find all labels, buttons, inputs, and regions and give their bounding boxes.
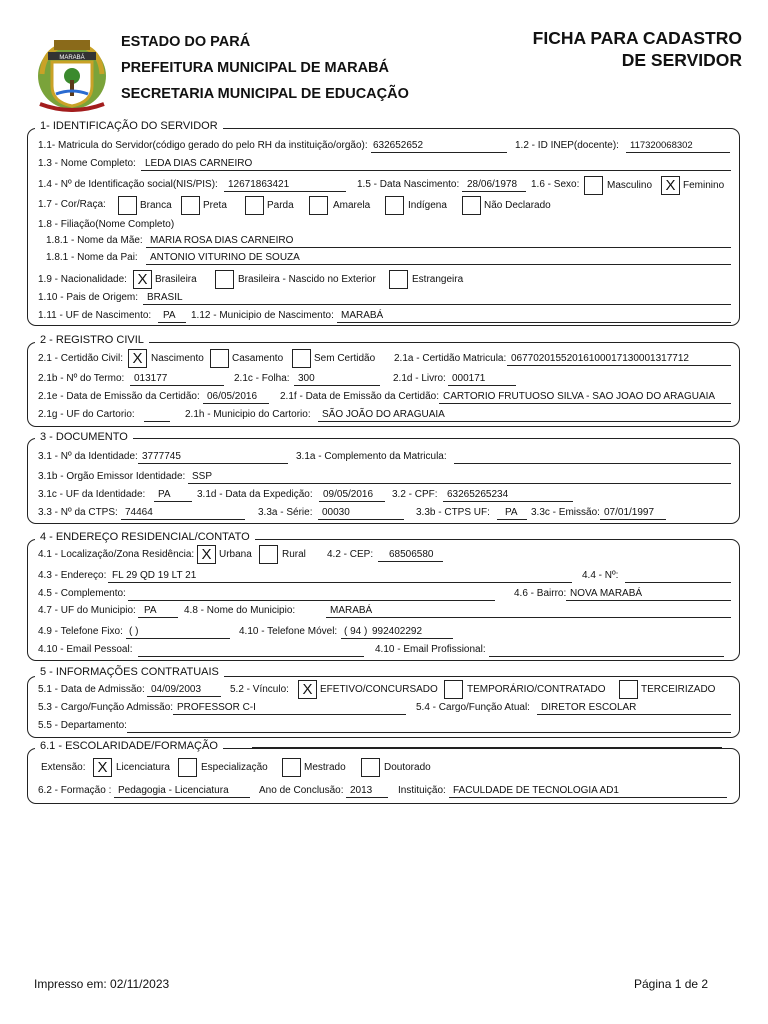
label-uf-identidade: 3.1c - UF da Identidade: [38,489,146,500]
value-data-admissao: 04/09/2003 [151,684,202,695]
option-mestrado: Mestrado [304,762,346,773]
label-cor-raca: 1.7 - Cor/Raça: [38,199,106,210]
label-orgao-emissor: 3.1b - Orgão Emissor Identidade: [38,471,186,482]
value-folha: 300 [298,373,315,384]
option-indigena: Indígena [408,200,447,211]
value-inep: 117320068302 [630,140,693,151]
option-doutorado: Doutorado [384,762,431,773]
value-nis: 12671863421 [228,179,290,190]
value-uf-nascimento: PA [163,310,176,321]
header-prefeitura: PREFEITURA MUNICIPAL DE MARABÁ [121,60,389,76]
value-orgao-emissor: SSP [192,471,213,482]
option-estrangeira: Estrangeira [412,274,464,285]
checkbox-preta[interactable] [181,196,200,215]
checkbox-parda[interactable] [245,196,264,215]
checkbox-nascimento[interactable]: X [128,349,147,368]
value-nome-municipio: MARABÁ [330,605,373,616]
label-telefone-movel: 4.10 - Telefone Móvel: [239,626,338,637]
printed-date: Impresso em: 02/11/2023 [34,977,170,991]
option-brasileira-exterior: Brasileira - Nascido no Exterior [238,274,376,285]
checkbox-especializacao[interactable] [178,758,197,777]
option-parda: Parda [267,200,294,211]
checkbox-efetivo[interactable]: X [298,680,317,699]
label-data-admissao: 5.1 - Data de Admissão: [38,684,145,695]
option-amarela: Amarela [333,200,371,211]
label-ctps-serie: 3.3a - Série: [258,507,313,518]
value-municipio-cartorio: SÃO JOÃO DO ARAGUAIA [322,409,445,420]
value-ctps: 74464 [125,507,153,518]
option-licenciatura: Licenciatura [116,762,170,773]
value-telefone-movel-ddd: ( 94 ) [344,626,368,637]
label-ano-conclusao: Ano de Conclusão: [259,785,344,796]
value-termo: 013177 [134,373,168,384]
option-casamento: Casamento [232,353,284,364]
label-nascimento: 1.5 - Data Nascimento: [357,179,460,190]
label-uf-municipio: 4.7 - UF do Municipio: [38,605,136,616]
label-uf-cartorio: 2.1g - UF do Cartorio: [38,409,135,420]
value-endereco: FL 29 QD 19 LT 21 [112,570,197,581]
value-uf-identidade: PA [158,489,171,500]
label-folha: 2.1c - Folha: [234,373,290,384]
option-feminino: Feminino [683,180,725,191]
option-temporario: TEMPORÁRIO/CONTRATADO [467,684,606,695]
label-extensao: Extensão: [41,762,86,773]
option-terceirizado: TERCEIRIZADO [641,684,716,695]
label-cep: 4.2 - CEP: [327,549,374,560]
option-nascimento: Nascimento [151,353,204,364]
label-cargo-atual: 5.4 - Cargo/Função Atual: [416,702,530,713]
label-livro: 2.1d - Livro: [393,373,446,384]
value-cpf: 63265265234 [447,489,509,500]
value-cartorio: CARTORIO FRUTUOSO SILVA - SAO JOAO DO ARAGUAIA [443,391,716,402]
section-title: 2 - REGISTRO CIVIL [35,334,149,346]
label-email-pessoal: 4.10 - Email Pessoal: [38,644,133,655]
value-data-expedicao: 09/05/2016 [323,489,374,500]
option-especializacao: Especialização [201,762,268,773]
form-title-line1: FICHA PARA CADASTRO [532,28,742,48]
label-data-expedicao: 3.1d - Data da Expedição: [197,489,313,500]
section-title: 3 - DOCUMENTO [35,431,133,443]
value-certidao-matricula: 06770201552016100017130001317712 [511,353,689,364]
checkbox-indigena[interactable] [385,196,404,215]
checkbox-branca[interactable] [118,196,137,215]
value-uf-municipio: PA [144,605,157,616]
checkbox-masculino[interactable] [584,176,603,195]
section-title: 1- IDENTIFICAÇÃO DO SERVIDOR [35,120,223,132]
value-formacao: Pedagogia - Licenciatura [118,785,229,796]
label-endereco: 4.3 - Endereço: [38,570,107,581]
label-uf-nascimento: 1.11 - UF de Nascimento: [38,310,152,321]
option-efetivo: EFETIVO/CONCURSADO [320,684,438,695]
label-ctps-emissao: 3.3c - Emissão: [531,507,600,518]
value-cargo-atual: DIRETOR ESCOLAR [541,702,637,713]
label-pais: 1.10 - Pais de Origem: [38,292,139,303]
value-cep: 68506580 [389,549,434,560]
label-numero: 4.4 - Nº: [582,570,619,581]
checkbox-brasileira-exterior[interactable] [215,270,234,289]
option-nao-declarado: Não Declarado [484,200,551,211]
value-cargo-admissao: PROFESSOR C-I [177,702,256,713]
checkbox-temporario[interactable] [444,680,463,699]
checkbox-brasileira[interactable]: X [133,270,152,289]
label-zona: 4.1 - Localização/Zona Residência: [38,549,195,560]
label-ctps: 3.3 - Nº da CTPS: [38,507,118,518]
label-cartorio: 2.1f - Data de Emissão da Certidão: [280,391,439,402]
checkbox-doutorado[interactable] [361,758,380,777]
checkbox-casamento[interactable] [210,349,229,368]
label-certidao-civil: 2.1 - Certidão Civil: [38,353,124,364]
label-complemento: 4.5 - Complemento: [38,588,126,599]
value-mae: MARIA ROSA DIAS CARNEIRO [150,235,294,246]
label-vinculo: 5.2 - Vínculo: [230,684,289,695]
option-preta: Preta [203,200,227,211]
label-certidao-matricula: 2.1a - Certidão Matricula: [394,353,507,364]
coat-of-arms-logo [34,34,110,112]
checkbox-urbana[interactable]: X [197,545,216,564]
label-sexo: 1.6 - Sexo: [531,179,580,190]
svg-text:MARABÁ: MARABÁ [59,55,85,61]
label-email-profissional: 4.10 - Email Profissional: [375,644,486,655]
value-matricula: 632652652 [373,140,424,151]
section-title: 4 - ENDEREÇO RESIDENCIAL/CONTATO [35,531,255,543]
label-mae: 1.8.1 - Nome da Mãe: [46,235,143,246]
checkbox-amarela[interactable] [309,196,328,215]
label-municipio-nascimento: 1.12 - Municipio de Nascimento: [191,310,334,321]
label-departamento: 5.5 - Departamento: [38,720,127,731]
option-rural: Rural [282,549,306,560]
label-cargo-admissao: 5.3 - Cargo/Função Admissão: [38,702,174,713]
label-formacao: 6.2 - Formação : [38,785,112,796]
value-ctps-serie: 00030 [322,507,350,518]
label-bairro: 4.6 - Bairro: [514,588,567,599]
checkbox-rural[interactable] [259,545,278,564]
value-instituicao: FACULDADE DE TECNOLOGIA AD1 [453,785,619,796]
checkbox-licenciatura[interactable]: X [93,758,112,777]
value-telefone-fixo: ( ) [129,626,139,637]
option-sem-certidao: Sem Certidão [314,353,376,364]
value-data-emissao: 06/05/2016 [207,391,258,402]
checkbox-feminino[interactable]: X [661,176,680,195]
header-state: ESTADO DO PARÁ [121,34,251,50]
label-municipio-cartorio: 2.1h - Municipio do Cartorio: [185,409,311,420]
label-telefone-fixo: 4.9 - Telefone Fixo: [38,626,123,637]
value-bairro: NOVA MARABÁ [570,588,643,599]
checkbox-sem-certidao[interactable] [292,349,311,368]
value-nascimento: 28/06/1978 [467,179,518,190]
label-matricula: 1.1- Matricula do Servidor(código gerado do pelo RH da instituição/orgão): [38,140,368,151]
label-inep: 1.2 - ID INEP(docente): [515,140,619,151]
label-filiacao: 1.8 - Filiação(Nome Completo) [38,219,175,230]
page-number: Página 1 de 2 [634,977,709,991]
value-ctps-emissao: 07/01/1997 [604,507,655,518]
label-instituicao: Instituição: [398,785,446,796]
label-nome-municipio: 4.8 - Nome do Municipio: [184,605,296,616]
section-title: 6.1 - ESCOLARIDADE/FORMAÇÃO [35,740,223,752]
label-nacionalidade: 1.9 - Nacionalidade: [38,274,127,285]
checkbox-mestrado[interactable] [282,758,301,777]
label-termo: 2.1b - Nº do Termo: [38,373,125,384]
label-cpf: 3.2 - CPF: [392,489,438,500]
label-data-emissao: 2.1e - Data de Emissão da Certidão: [38,391,200,402]
label-complemento-matricula: 3.1a - Complemento da Matricula: [296,451,447,462]
value-livro: 000171 [452,373,486,384]
checkbox-terceirizado[interactable] [619,680,638,699]
value-nome: LEDA DIAS CARNEIRO [145,158,253,169]
section-title: 5 - INFORMAÇÕES CONTRATUAIS [35,666,224,678]
value-telefone-movel: 992402292 [372,626,423,637]
form-title-line2: DE SERVIDOR [621,50,742,70]
value-pais: BRASIL [147,292,183,303]
label-nome: 1.3 - Nome Completo: [38,158,136,169]
value-municipio-nascimento: MARABÁ [341,310,384,321]
value-pai: ANTONIO VITURINO DE SOUZA [150,252,300,263]
header-secretaria: SECRETARIA MUNICIPAL DE EDUCAÇÃO [121,86,409,102]
label-identidade: 3.1 - Nº da Identidade: [38,451,138,462]
label-ctps-uf: 3.3b - CTPS UF: [416,507,490,518]
option-branca: Branca [140,200,172,211]
value-ano-conclusao: 2013 [350,785,373,796]
checkbox-estrangeira[interactable] [389,270,408,289]
label-nis: 1.4 - Nº de Identificação social(NIS/PIS): [38,179,218,190]
option-masculino: Masculino [607,180,653,191]
option-brasileira: Brasileira [155,274,197,285]
label-pai: 1.8.1 - Nome da Pai: [46,252,138,263]
value-ctps-uf: PA [505,507,518,518]
value-identidade: 3777745 [142,451,181,462]
option-urbana: Urbana [219,549,252,560]
checkbox-nao-declarado[interactable] [462,196,481,215]
